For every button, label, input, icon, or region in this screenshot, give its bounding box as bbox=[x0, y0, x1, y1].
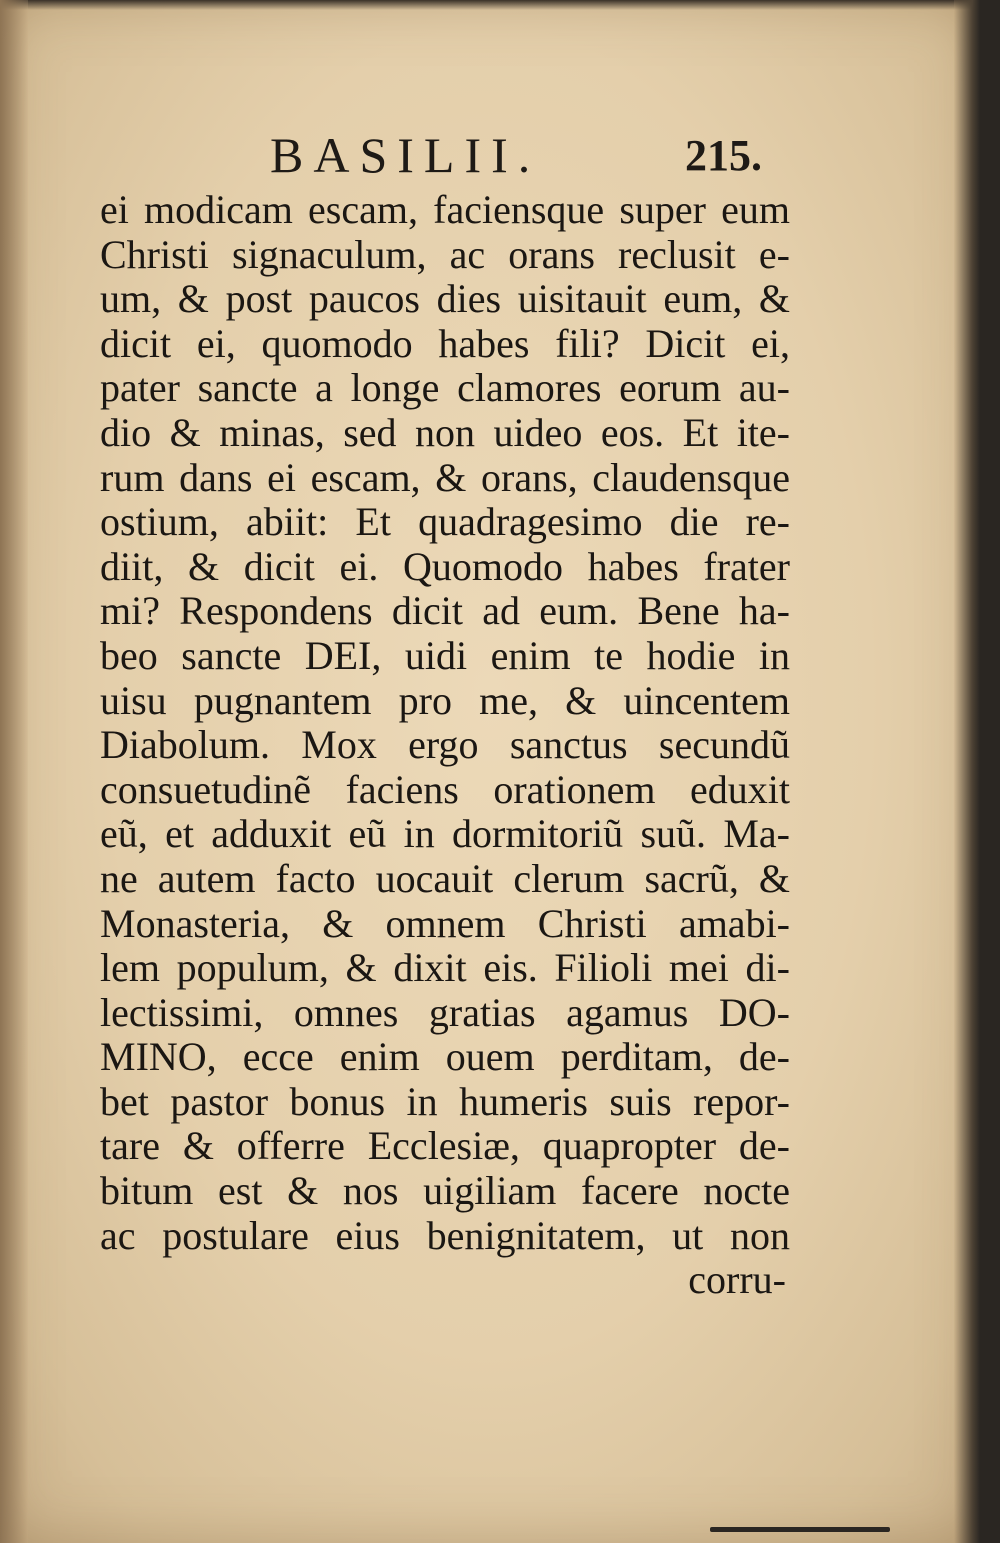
text-line: diit, & dicit ei. Quomodo habes frater bbox=[100, 543, 790, 589]
text-line: MINO, ecce enim ouem perditam, de- bbox=[100, 1034, 790, 1080]
text-line: bet pastor bonus in humeris suis repor- bbox=[100, 1078, 790, 1124]
text-line: mi? Respondens dicit ad eum. Bene ha- bbox=[100, 588, 790, 634]
text-line: Christi signaculum, ac orans reclusit e- bbox=[100, 231, 790, 277]
text-line: dicit ei, quomodo habes fili? Dicit ei, bbox=[100, 320, 790, 366]
text-line: Monasteria, & omnem Christi amabi- bbox=[100, 900, 790, 946]
catchword: corru- bbox=[688, 1257, 786, 1303]
page-header bbox=[270, 126, 790, 186]
page-gutter bbox=[0, 0, 28, 1543]
folio-number: 215. bbox=[685, 131, 762, 180]
running-head: BASILII. bbox=[270, 127, 541, 183]
text-line: lectissimi, omnes gratias agamus DO- bbox=[100, 989, 790, 1035]
page-top-edge bbox=[0, 0, 980, 10]
text-line: bitum est & nos uigiliam facere nocte bbox=[100, 1168, 790, 1214]
text-line: eũ, et adduxit eũ in dormitoriũ suũ. Ma- bbox=[100, 811, 790, 857]
text-line: ei modicam escam, faciensque super eum bbox=[100, 187, 790, 232]
text-line: ac postulare eius benignitatem, ut non bbox=[100, 1212, 790, 1258]
text-line: uisu pugnantem pro me, & uincentem bbox=[100, 677, 790, 723]
text-line: um, & post paucos dies uisitauit eum, & bbox=[100, 276, 790, 322]
page-fore-edge bbox=[954, 0, 980, 1543]
text-line: ostium, abiit: Et quadragesimo die re- bbox=[100, 499, 790, 545]
text-line: Diabolum. Mox ergo sanctus secundũ bbox=[100, 722, 790, 768]
text-line: tare & offerre Ecclesiæ, quapropter de- bbox=[100, 1123, 790, 1169]
text-line: consuetudinẽ faciens orationem eduxit bbox=[100, 766, 790, 812]
text-line: dio & minas, sed non uideo eos. Et ite- bbox=[100, 409, 790, 455]
text-line: lem populum, & dixit eis. Filioli mei di- bbox=[100, 945, 790, 991]
text-line: pater sancte a longe clamores eorum au- bbox=[100, 365, 790, 411]
bottom-shadow-rule bbox=[710, 1527, 890, 1532]
text-line: ne autem facto uocauit clerum sacrũ, & bbox=[100, 855, 790, 901]
text-line: beo sancte DEI, uidi enim te hodie in bbox=[100, 632, 790, 678]
text-line: rum dans ei escam, & orans, claudensque bbox=[100, 454, 790, 500]
text-block bbox=[100, 188, 790, 1303]
